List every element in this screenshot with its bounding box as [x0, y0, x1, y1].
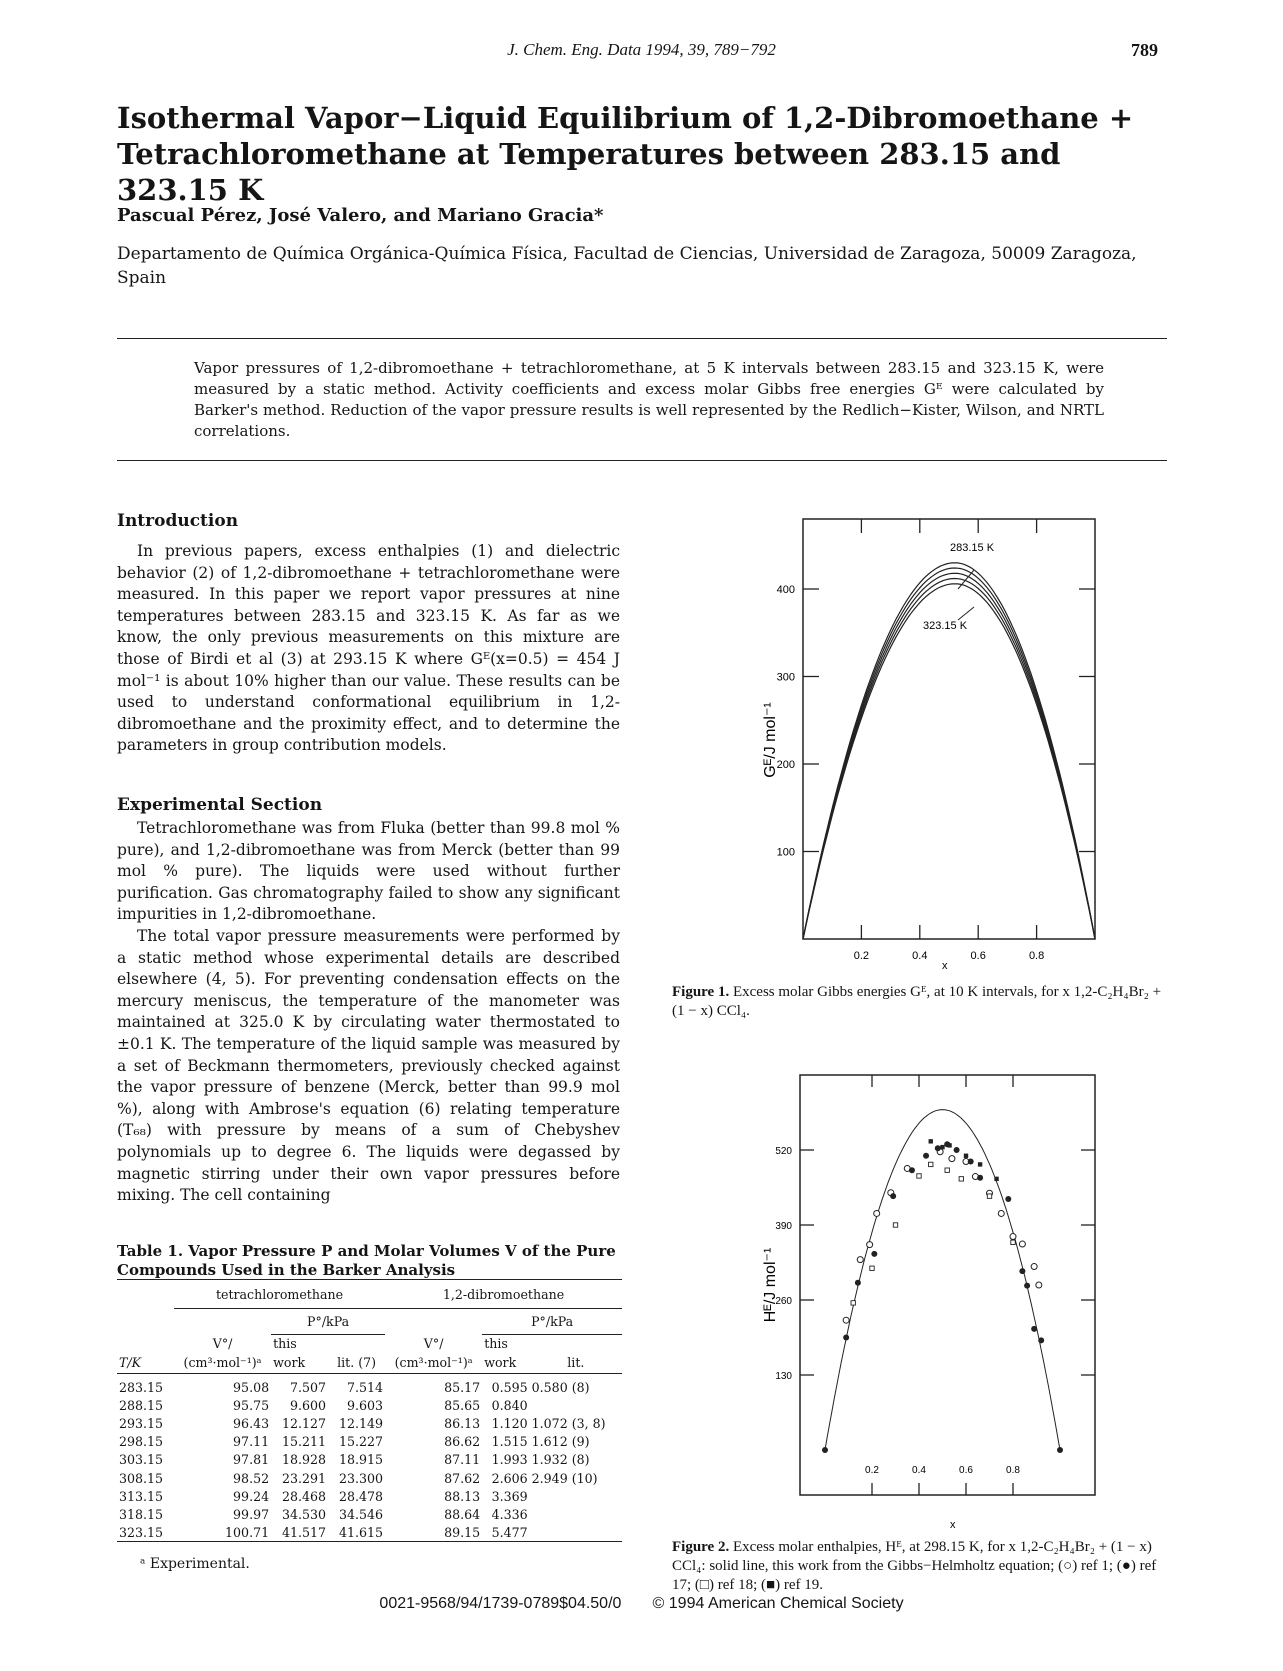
table-cell: 3.369 [491, 1488, 528, 1504]
table-cell: 98.52 [233, 1470, 270, 1486]
table-cell: 34.546 [338, 1506, 384, 1522]
table-col-this-bot-2: work [484, 1355, 517, 1371]
fig2-point-ref17 [968, 1159, 974, 1165]
table-cell: 12.127 [282, 1415, 327, 1431]
table-cell: 323.15 [119, 1525, 164, 1541]
abstract-bottom-rule [117, 460, 1167, 461]
table-cell: 87.11 [444, 1452, 481, 1468]
table-cell: 2.949 (10) [531, 1470, 598, 1486]
fig2-point-ref1 [1031, 1264, 1037, 1270]
figure-2-caption [672, 1538, 1172, 1595]
fig2-point-ref17 [1005, 1196, 1011, 1202]
table-cell: 318.15 [119, 1506, 164, 1522]
figure-1-caption [672, 983, 1172, 1021]
fig1-y-tick-label: 100 [776, 846, 795, 859]
table-cell: 86.13 [444, 1415, 481, 1431]
fig2-point-ref19 [964, 1154, 968, 1158]
table-bottom-rule [117, 1541, 622, 1542]
figure-1-gibbs-chart [680, 515, 1120, 977]
table-pkpa-header-2: P°/kPa [482, 1308, 622, 1334]
table-cell: 99.97 [233, 1506, 270, 1522]
table-cell: 87.62 [444, 1470, 481, 1486]
fig2-point-ref17 [1031, 1326, 1037, 1332]
table-col-lit-1: lit. (7) [337, 1355, 377, 1371]
abstract-top-rule [117, 338, 1167, 339]
table-cell [530, 1487, 622, 1505]
fig2-point-ref17 [855, 1280, 861, 1286]
table-cell: 23.300 [338, 1470, 384, 1486]
table-cell [530, 1524, 622, 1542]
page-number: 789 [1131, 40, 1158, 60]
table-group-tetrachloromethane: tetrachloromethane [174, 1282, 385, 1308]
table-cell: 313.15 [119, 1488, 164, 1504]
table-cell: 7.507 [290, 1379, 327, 1395]
table-row [117, 1433, 622, 1451]
fig2-point-ref18 [1011, 1240, 1015, 1244]
fig1-x-tick-label: 0.2 [853, 950, 870, 962]
table-cell [530, 1505, 622, 1523]
figure-2-label: Figure 2. [672, 1539, 730, 1555]
table-pkpa-header-1: P°/kPa [271, 1308, 385, 1334]
table-cell: 86.62 [444, 1434, 481, 1450]
table-cell: 100.71 [225, 1525, 270, 1541]
fig2-point-ref18 [959, 1177, 963, 1181]
fig2-point-ref17 [935, 1145, 941, 1151]
table-cell: 288.15 [119, 1397, 164, 1413]
fig1-y-tick-label: 300 [776, 671, 795, 684]
fig2-point-ref19 [978, 1162, 982, 1166]
fig2-point-ref18 [929, 1162, 933, 1166]
figure-2-enthalpy-chart [680, 1070, 1120, 1540]
table-cell: 95.75 [233, 1397, 270, 1413]
table-cell: 0.840 [491, 1397, 528, 1413]
fig2-point-ref1 [843, 1317, 849, 1323]
fig2-point-ref18 [987, 1194, 991, 1198]
fig2-x-tick-label: 0.4 [912, 1465, 926, 1476]
authors: Pascual Pérez, José Valero, and Mariano Gracia* [117, 205, 604, 226]
table-row [117, 1396, 622, 1414]
fig2-frame [800, 1075, 1095, 1495]
fig1-ticks [777, 519, 1095, 962]
introduction-heading: Introduction [117, 511, 239, 531]
table-cell: 308.15 [119, 1470, 164, 1486]
fig2-point-ref17 [909, 1167, 915, 1173]
figure-1-text: Excess molar Gibbs energies Gᴱ, at 10 K intervals, for x 1,2-C₂H₄Br₂ + (1 − x) CCl₄. [672, 984, 1162, 1019]
table-cell: 95.08 [233, 1379, 270, 1395]
fig2-point-ref18 [851, 1301, 855, 1305]
table-cell: 41.615 [338, 1525, 384, 1541]
fig2-point-ref19 [940, 1145, 944, 1149]
fig2-y-tick-label: 390 [775, 1221, 792, 1232]
table-body [117, 1378, 622, 1542]
table-cell: 23.291 [282, 1470, 327, 1486]
fig2-xlabel: x [950, 1519, 956, 1531]
fig2-point-ref17 [1038, 1337, 1044, 1343]
figure-2-text: Excess molar enthalpies, Hᴱ, at 298.15 K, for x 1,2-C₂H₄Br₂ + (1 − x) CCl₄: solid line, this work from the Gibbs−Helmholtz equation; (○) ref 1; (●) ref 17; (□) ref 18; (■) ref 19. [672, 1539, 1157, 1593]
fig2-point-ref18 [893, 1223, 897, 1227]
fig1-x-tick-label: 0.8 [1028, 950, 1045, 962]
fig1-x-tick-label: 0.6 [970, 950, 986, 962]
table-top-rule [117, 1279, 622, 1280]
page-footer [0, 1595, 1283, 1613]
table-col-v-bot-2: (cm³·mol⁻¹)ᵃ [394, 1355, 473, 1371]
table-cell: 1.120 [491, 1415, 528, 1431]
table-cell: 85.65 [444, 1397, 481, 1413]
figure-1-label: Figure 1. [672, 984, 730, 1000]
fig2-points [822, 1139, 1063, 1453]
table-cell: 96.43 [233, 1415, 270, 1431]
fig2-y-tick-label: 260 [775, 1296, 792, 1307]
table-col-this-top-1: this [273, 1336, 297, 1352]
experimental-paragraph-1: Tetrachloromethane was from Fluka (better than 99.8 mol % pure), and 1,2-dibromoethane was from Merck (better than 99 mol % pure). The liquids were used without further purification. Gas chromatography failed to show any significant impurities in 1,2-dibromoethane. [117, 819, 620, 924]
table-col-t: T/K [119, 1355, 142, 1371]
fig2-x-tick-label: 0.8 [1006, 1465, 1020, 1476]
fig2-point-ref1 [949, 1156, 955, 1162]
table-col-v-bot-1: (cm³·mol⁻¹)ᵃ [183, 1355, 262, 1371]
table-row [117, 1414, 622, 1432]
table-cell: 15.227 [338, 1434, 384, 1450]
table-cell: 12.149 [338, 1415, 384, 1431]
experimental-text [117, 818, 620, 1207]
fig2-point-ref17 [890, 1193, 896, 1199]
fig2-point-ref1 [998, 1210, 1004, 1216]
fig2-point-ref19 [994, 1177, 998, 1181]
fig2-point-ref1 [857, 1257, 863, 1263]
fig2-endpoint [822, 1447, 828, 1453]
table-cell: 4.336 [491, 1506, 528, 1522]
fig2-point-ref17 [843, 1335, 849, 1341]
vapor-pressure-table [117, 1282, 622, 1542]
table-cell: 88.64 [444, 1506, 481, 1522]
fig2-point-ref19 [929, 1139, 933, 1143]
fig2-x-tick-label: 0.6 [959, 1465, 973, 1476]
fig1-annotation-top: 283.15 K [950, 542, 995, 554]
fig2-point-ref17 [1024, 1283, 1030, 1289]
table-cell: 34.530 [282, 1506, 327, 1522]
fig2-point-ref18 [917, 1174, 921, 1178]
table-cell: 5.477 [491, 1525, 528, 1541]
fig2-point-ref17 [954, 1147, 960, 1153]
abstract: Vapor pressures of 1,2-dibromoethane + tetrachloromethane, at 5 K intervals between 283.15 and 323.15 K, were measured by a static method. Activity coefficients and excess molar Gibbs free energies Gᴱ were calculated by Barker's method. Reduction of the vapor pressure results is well represented by the Redlich−Kister, Wilson, and NRTL correlations. [194, 359, 1104, 440]
table-cell: 0.595 [491, 1379, 528, 1395]
table-cell: 18.915 [338, 1452, 384, 1468]
footer-copyright: © 1994 American Chemical Society [652, 1595, 904, 1612]
table-cell: 18.928 [282, 1452, 327, 1468]
fig2-point-ref1 [1019, 1241, 1025, 1247]
fig2-point-ref1 [1010, 1234, 1016, 1240]
experimental-paragraph-2: The total vapor pressure measurements were performed by a static method whose experimental details are described elsewhere (4, 5). For preventing condensation effects on the mercury meniscus, the temperature of the manometer was maintained at 325.0 K by circulating water thermostated to ±0.1 K. The temperature of the liquid sample was measured by a set of Beckmann thermometers, previously checked against the vapor pressure of benzene (Merck, better than 99.9 mol %), along with Ambrose's equation (6) relating temperature (T₆₈) with pressure by means of a sum of Chebyshev polynomials up to degree 6. The liquids were degassed by magnetic stirring under their own vapor pressures before mixing. The cell containing [117, 926, 620, 1205]
table-cell: 89.15 [444, 1525, 481, 1541]
table-cell: 1.932 (8) [531, 1452, 590, 1468]
fig2-point-ref1 [874, 1210, 880, 1216]
table-cell: 2.606 [491, 1470, 528, 1486]
fig2-endpoint [1057, 1447, 1063, 1453]
table-col-v-top-1: V°/ [212, 1336, 233, 1351]
table-cell: 298.15 [119, 1434, 164, 1450]
fig2-ticks [775, 1075, 1095, 1495]
table-cell: 88.13 [444, 1488, 481, 1504]
fig2-y-tick-label: 520 [775, 1146, 792, 1157]
fig2-point-ref17 [1019, 1268, 1025, 1274]
fig2-gibbs-helmholtz-line [825, 1110, 1060, 1450]
table-cell: 9.603 [346, 1397, 384, 1413]
fig2-point-ref1 [1036, 1282, 1042, 1288]
fig2-point-ref1 [867, 1242, 873, 1248]
table-footnote: ᵃ Experimental. [140, 1556, 250, 1572]
table-cell: 9.600 [290, 1397, 327, 1413]
fig1-frame [803, 519, 1095, 939]
table-cell: 1.612 (9) [531, 1434, 590, 1450]
fig1-arrow-bottom [958, 607, 974, 620]
fig2-point-ref17 [871, 1251, 877, 1257]
table-cell: 7.514 [346, 1379, 384, 1395]
table-cell: 283.15 [119, 1379, 164, 1395]
table-cell: 41.517 [282, 1525, 327, 1541]
table-group-dibromoethane: 1,2-dibromoethane [385, 1282, 622, 1308]
table-cell: 1.993 [491, 1452, 528, 1468]
experimental-heading: Experimental Section [117, 795, 323, 815]
table-cell: 303.15 [119, 1452, 164, 1468]
table-cell: 85.17 [444, 1379, 481, 1395]
fig1-y-tick-label: 400 [776, 584, 795, 596]
table-cell: 97.81 [233, 1452, 270, 1468]
journal-header: J. Chem. Eng. Data 1994, 39, 789−792 [507, 40, 776, 59]
table-cell [530, 1396, 622, 1414]
table-col-lit-2: lit. [567, 1355, 585, 1371]
fig1-annotation-bottom: 323.15 K [923, 620, 968, 632]
fig1-ylabel: Gᴱ/J mol⁻¹ [762, 702, 779, 778]
table-row [117, 1378, 622, 1396]
table-cell: 1.515 [491, 1434, 528, 1450]
table-row [117, 1451, 622, 1469]
fig1-x-tick-label: 0.4 [912, 950, 928, 962]
introduction-paragraph: In previous papers, excess enthalpies (1) and dielectric behavior (2) of 1,2-dibromoethane + tetrachloromethane were measured. In this paper we report vapor pressures at nine temperatures between 283.15 and 323.15 K. As far as we know, the only previous measurements on this mixture are those of Birdi et al (3) at 293.15 K where Gᴱ(x=0.5) = 454 J mol⁻¹ is about 10% higher than our value. These results can be used to understand conformational equilibrium in 1,2-dibromoethane and the proximity effect, and to determine the parameters in group contribution models. [117, 542, 620, 755]
fig2-ylabel: Hᴱ/J mol⁻¹ [762, 1247, 779, 1323]
table-cell: 293.15 [119, 1415, 164, 1431]
fig2-x-tick-label: 0.2 [865, 1465, 879, 1476]
affiliation: Departamento de Química Orgánica-Química Física, Facultad de Ciencias, Universidad de Zaragoza, 50009 Zaragoza, Spain [117, 244, 1137, 288]
table-row [117, 1487, 622, 1505]
article-title: Isothermal Vapor−Liquid Equilibrium of 1,2-Dibromoethane + Tetrachloromethane at Temperatures between 283.15 and 323.15 K [117, 101, 1134, 207]
table-row [117, 1524, 622, 1542]
table-cell: 97.11 [233, 1434, 270, 1450]
footer-code: 0021-9568/94/1739-0789$04.50/0 [379, 1595, 622, 1612]
fig1-xlabel: x [942, 960, 948, 972]
fig2-point-ref19 [947, 1143, 951, 1147]
table-cell: 28.478 [338, 1488, 384, 1504]
table-row [117, 1505, 622, 1523]
table-cell: 28.468 [282, 1488, 327, 1504]
table-col-this-top-2: this [484, 1336, 508, 1352]
fig2-point-ref17 [923, 1153, 929, 1159]
table-cell: 1.072 (3, 8) [531, 1415, 606, 1431]
fig2-point-ref17 [977, 1175, 983, 1181]
table-cell: 0.580 (8) [531, 1379, 590, 1395]
table-caption: Table 1. Vapor Pressure P and Molar Volumes V of the Pure Compounds Used in the Barker Analysis [117, 1242, 616, 1279]
fig2-point-ref18 [870, 1266, 874, 1270]
fig1-y-tick-label: 200 [776, 759, 795, 771]
table-row [117, 1469, 622, 1487]
introduction-text [117, 541, 620, 757]
fig2-y-tick-label: 130 [775, 1371, 792, 1382]
table-cell: 15.211 [282, 1434, 327, 1450]
fig2-point-ref18 [945, 1168, 949, 1172]
table-col-this-bot-1: work [273, 1355, 306, 1371]
table-cell: 99.24 [233, 1488, 270, 1504]
table-col-v-top-2: V°/ [423, 1336, 444, 1351]
